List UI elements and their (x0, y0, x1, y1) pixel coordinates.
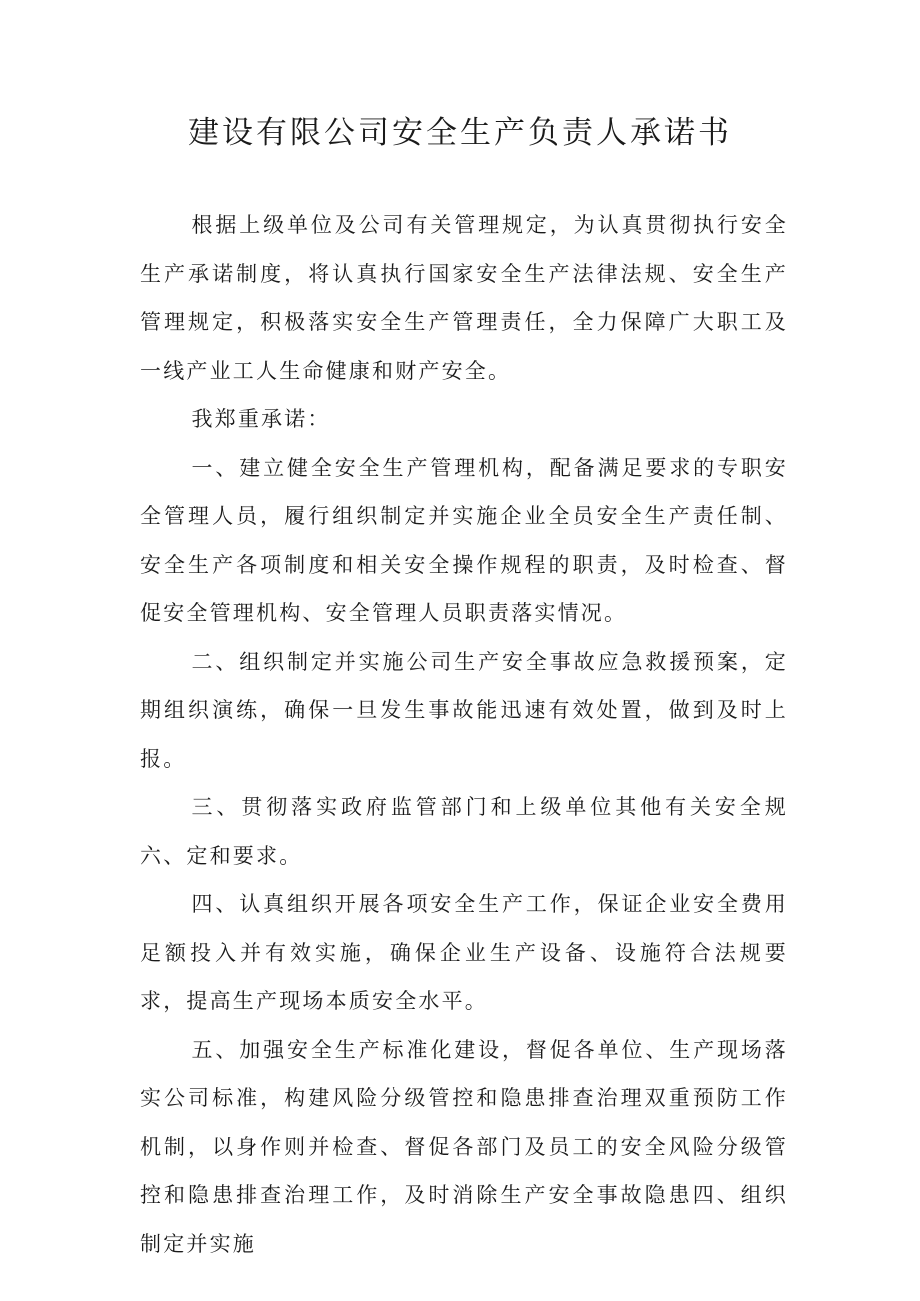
paragraph-item-5: 五、加强安全生产标准化建设，督促各单位、生产现场落实公司标准，构建风险分级管控和隐患排查治理双重预防工作机制，以身作则并检查、督促各部门及员工的安全风险分级管控和隐患排查治理工作，及时消除生产安全事故隐患四、组织制定并实施 (140, 1037, 788, 1256)
paragraph-pledge-heading: 我郑重承诺： (191, 407, 331, 431)
paragraph-item-3: 三、贯彻落实政府监管部门和上级单位其他有关安全规六、定和要求。 (140, 795, 788, 868)
paragraph-item-2: 二、组织制定并实施公司生产安全事故应急救援预案，定期组织演练，确保一旦发生事故能迅速有效处置，做到及时上报。 (140, 649, 788, 771)
document-title: 建设有限公司安全生产负责人承诺书 (188, 115, 732, 151)
paragraph-intro: 根据上级单位及公司有关管理规定，为认真贯彻执行安全生产承诺制度，将认真执行国家安全生产法律法规、安全生产管理规定，积极落实安全生产管理责任，全力保障广大职工及一线产业工人生命健康和财产安全。 (140, 213, 788, 383)
document-body (140, 201, 788, 1268)
paragraph-item-1: 一、建立健全安全生产管理机构，配备满足要求的专职安全管理人员，履行组织制定并实施企业全员安全生产责任制、安全生产各项制度和相关安全操作规程的职责，及时检查、督促安全管理机构、安全管理人员职责落实情况。 (140, 455, 788, 625)
paragraph-item-4: 四、认真组织开展各项安全生产工作，保证企业安全费用足额投入并有效实施，确保企业生产设备、设施符合法规要求，提高生产现场本质安全水平。 (140, 892, 788, 1013)
